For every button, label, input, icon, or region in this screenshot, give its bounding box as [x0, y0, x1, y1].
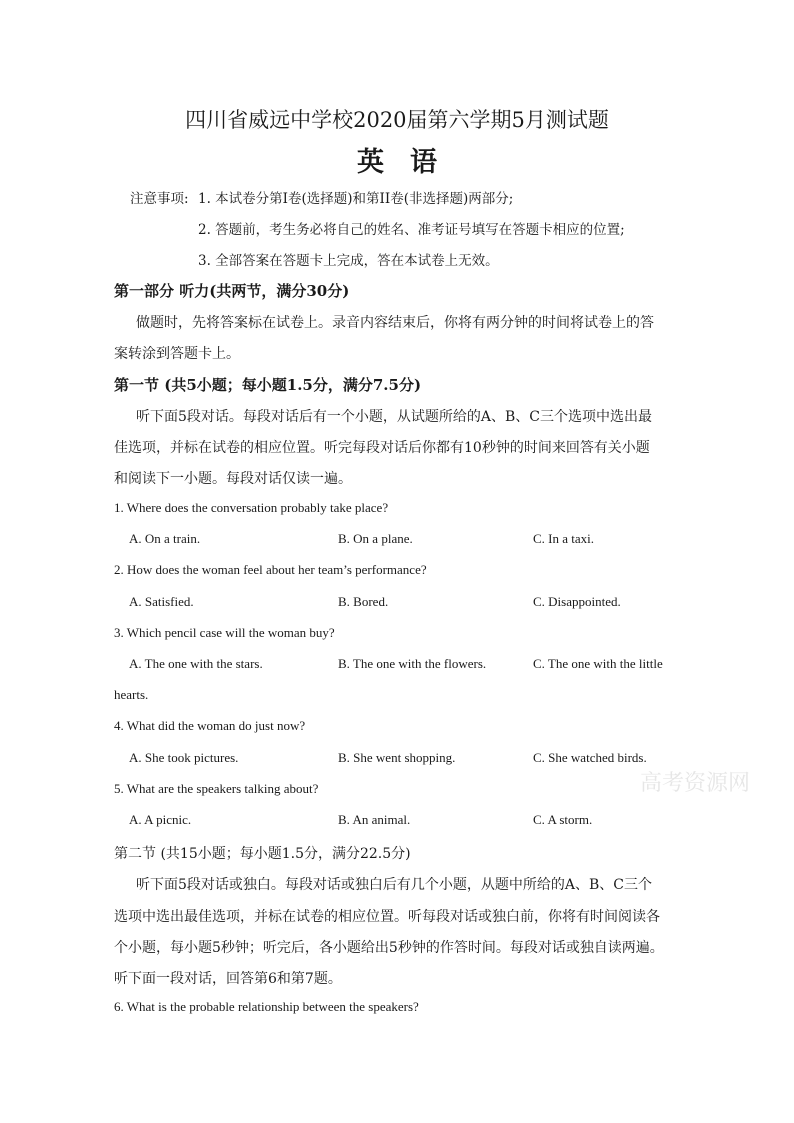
- q1-option-b: B. On a plane.: [338, 531, 413, 546]
- q4-option-a: A. She took pictures.: [129, 750, 239, 765]
- question-3: 3. Which pencil case will the woman buy?: [114, 625, 335, 640]
- q2-option-c: C. Disappointed.: [533, 594, 621, 609]
- question-4: 4. What did the woman do just now?: [114, 718, 306, 733]
- section1-intro-line: 佳选项，并标在试卷的相应位置。听完每段对话后你都有10秒钟的时间来回答有关小题: [114, 440, 650, 456]
- section1-intro-line: 听下面5段对话。每段对话后有一个小题，从试题所给的A、B、C三个选项中选出最: [136, 409, 653, 425]
- q5-option-c: C. A storm.: [533, 812, 593, 827]
- notice-item-1: 1. 本试卷分第I卷(选择题)和第II卷(非选择题)两部分;: [198, 191, 514, 207]
- section2-heading: 第二节 (共15小题；每小题1.5分，满分22.5分): [114, 846, 411, 862]
- section2-intro-line: 听下面一段对话，回答第6和第7题。: [114, 971, 342, 987]
- q3-option-c: C. The one with the little: [533, 656, 663, 671]
- q2-option-a: A. Satisfied.: [129, 594, 194, 609]
- subject-title: 英语: [357, 147, 463, 178]
- q2-option-b: B. Bored.: [338, 594, 389, 609]
- section2-intro-line: 选项中选出最佳选项，并标在试卷的相应位置。听每段对话或独白前，你将有时间阅读各: [114, 909, 660, 925]
- section1-intro-line: 和阅读下一小题。每段对话仅读一遍。: [114, 471, 352, 487]
- watermark: 高考资源网: [640, 771, 751, 796]
- question-6: 6. What is the probable relationship between the speakers?: [114, 999, 419, 1014]
- q1-option-c: C. In a taxi.: [533, 531, 595, 546]
- question-1: 1. Where does the conversation probably take place?: [114, 500, 389, 515]
- question-5: 5. What are the speakers talking about?: [114, 781, 319, 796]
- part1-intro-line: 做题时，先将答案标在试卷上。录音内容结束后，你将有两分钟的时间将试卷上的答: [136, 315, 654, 331]
- notice-label: 注意事项:: [130, 191, 189, 207]
- exam-title: 四川省威远中学校2020届第六学期5月测试题: [185, 108, 609, 132]
- notice-item-3: 3. 全部答案在答题卡上完成，答在本试卷上无效。: [198, 253, 499, 269]
- notice-item-2: 2. 答题前，考生务必将自己的姓名、准考证号填写在答题卡相应的位置;: [198, 222, 625, 238]
- q3-option-a: A. The one with the stars.: [129, 656, 263, 671]
- q5-option-a: A. A picnic.: [129, 812, 192, 827]
- section2-intro-line: 听下面5段对话或独白。每段对话或独白后有几个小题，从题中所给的A、B、C三个: [136, 877, 653, 893]
- question-2: 2. How does the woman feel about her team’s performance?: [114, 562, 427, 577]
- part1-intro-line: 案转涂到答题卡上。: [114, 346, 240, 362]
- q1-option-a: A. On a train.: [129, 531, 201, 546]
- part1-heading: 第一部分 听力(共两节，满分30分): [114, 282, 350, 300]
- section1-heading: 第一节 (共5小题；每小题1.5分，满分7.5分): [114, 376, 422, 394]
- q3-option-b: B. The one with the flowers.: [338, 656, 487, 671]
- q3-option-c-continued: hearts.: [114, 687, 149, 702]
- q4-option-b: B. She went shopping.: [338, 750, 456, 765]
- q4-option-c: C. She watched birds.: [533, 750, 647, 765]
- q5-option-b: B. An animal.: [338, 812, 411, 827]
- section2-intro-line: 个小题，每小题5秒钟；听完后，各小题给出5秒钟的作答时间。每段对话或独自读两遍。: [114, 940, 664, 956]
